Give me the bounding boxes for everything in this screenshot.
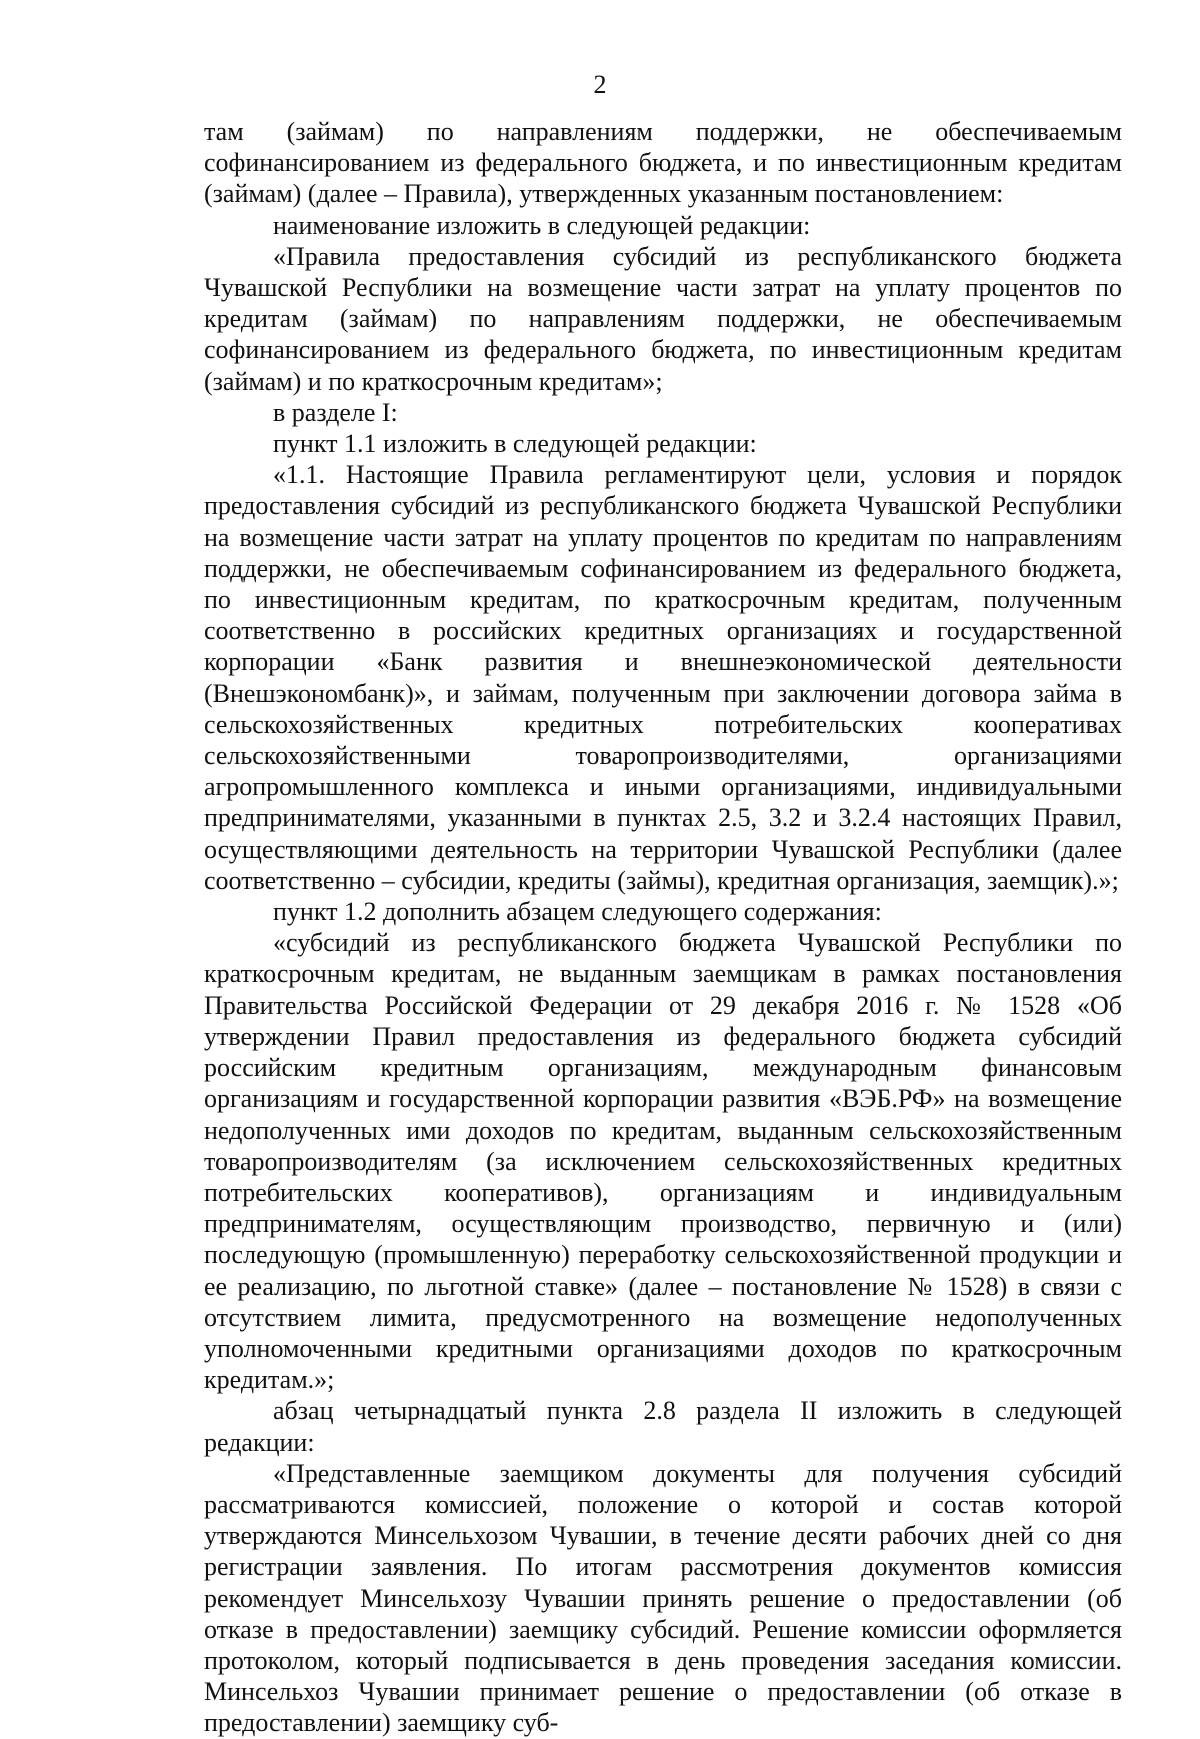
document-body <box>204 116 1122 1739</box>
paragraph: «Представленные заемщиком документы для получения субсидий рассматриваются комиссией, положение о которой и состав которой утверждаются Минсельхозом Чувашии, в течение десяти рабочих дней со дня регистрации заявления. По итогам рассмотрения документов комиссия рекомендует Минсельхозу Чувашии принять решение о предоставлении (об отказе в предоставлении) заемщику субсидий. Решение комиссии оформляется протоколом, который подписывается в день проведения заседания комиссии. Минсельхоз Чувашии принимает решение о предоставлении (об отказе в предоставлении) заемщику суб- <box>204 1458 1122 1738</box>
paragraph: «Правила предоставления субсидий из республиканского бюджета Чувашской Республики на возмещение части затрат на уплату процентов по кредитам (займам) по направлениям поддержки, не обеспечиваемым софинансированием из федерального бюджета, по инвестиционным кредитам (займам) и по краткосрочным кредитам»; <box>204 241 1122 396</box>
paragraph: «субсидий из республиканского бюджета Чувашской Республики по краткосрочным кредитам, не выданным заемщикам в рамках постановления Правительства Российской Федерации от 29 декабря 2016 г. № 1528 «Об утверждении Правил предоставления из федерального бюджета субсидий российским кредитным организациям, международным финансовым организациям и государственной корпорации развития «ВЭБ.РФ» на возмещение недополученных ими доходов по кредитам, выданным сельскохозяйственным товаропроизводителям (за исключением сельскохозяйственных кредитных потребительских кооперативов), организациям и индивидуальным предпринимателям, осуществляющим производство, первичную и (или) последующую (промышленную) переработку сельскохозяйственной продукции и ее реализацию, по льготной ставке» (далее – постановление № 1528) в связи с отсутствием лимита, предусмотренного на возмещение недополученных уполномоченными кредитными организациями доходов по краткосрочным кредитам.»; <box>204 928 1122 1395</box>
paragraph: абзац четырнадцатый пункта 2.8 раздела II изложить в следующей редакции: <box>204 1396 1122 1457</box>
paragraph: наименование изложить в следующей редакции: <box>273 210 811 240</box>
paragraph: пункт 1.2 дополнить абзацем следующего содержания: <box>273 897 882 927</box>
page-number: 2 <box>593 70 607 99</box>
paragraph: там (займам) по направлениям поддержки, не обеспечиваемым софинансированием из федерального бюджета, и по инвестиционным кредитам (займам) (далее – Правила), утвержденных указанным постановлением: <box>204 117 1122 209</box>
paragraph: в разделе I: <box>273 397 398 427</box>
paragraph: «1.1. Настоящие Правила регламентируют цели, условия и порядок предоставления субсидий из республиканского бюджета Чувашской Республики на возмещение части затрат на уплату процентов по кредитам по направлениям поддержки, не обеспечиваемым софинансированием из федерального бюджета, по инвестиционным кредитам, по краткосрочным кредитам, полученным соответственно в российских кредитных организациях и государственной корпорации «Банк развития и внешнеэкономической деятельности (Внешэкономбанк)», и займам, полученным при заключении договора займа в сельскохозяйственных кредитных потребительских кооперативах сельскохозяйственными товаропроизводителями, организациями агропромышленного комплекса и иными организациями, индивидуальными предпринимателями, указанными в пунктах 2.5, 3.2 и 3.2.4 настоящих Правил, осуществляющими деятельность на территории Чувашской Республики (далее соответственно – субсидии, кредиты (займы), кредитная организация, заемщик).»; <box>204 460 1122 895</box>
paragraph: пункт 1.1 изложить в следующей редакции: <box>273 429 757 459</box>
